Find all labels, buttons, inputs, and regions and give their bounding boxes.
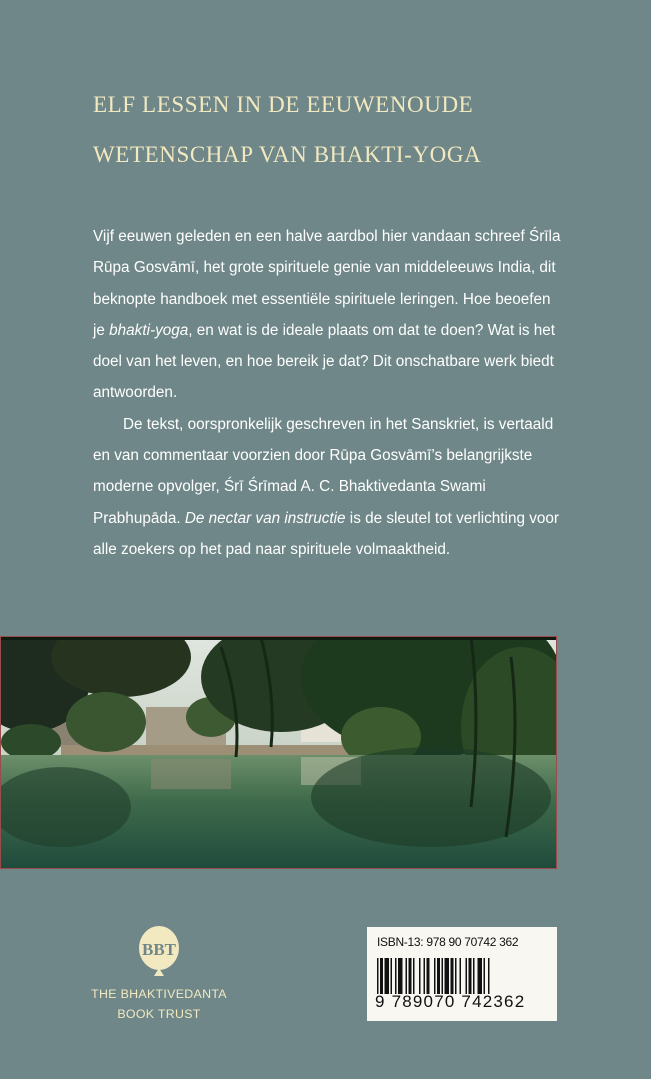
svg-text:BBT: BBT: [141, 940, 177, 959]
title-line-2: WETENSCHAP VAN BHAKTI-YOGA: [93, 142, 482, 167]
isbn-label: ISBN-13: 978 90 70742 362: [377, 935, 519, 949]
publisher-logo: [86, 924, 232, 1024]
barcode-bars: [377, 958, 549, 994]
barcode: [367, 927, 557, 1021]
publisher-name: [86, 984, 232, 1024]
bbt-monogram-icon: [136, 924, 182, 978]
blurb-paragraph-1: Vijf eeuwen geleden en een halve aardbol hier vandaan schreef Śrīla Rūpa Gosvāmī, het grote spirituele genie van middeleeuws India, dit beknopte handboek met essentiële spirituele leringen. Hoe beoefen je bhakti-yoga, en wat is de ideale plaats om dat te doen? Wat is het doel van het leven, en hoe bereik je dat? Dit onschatbare werk biedt antwoorden.: [93, 228, 561, 402]
publisher-line-2: BOOK TRUST: [117, 1007, 201, 1021]
title-line-1: ELF LESSEN IN DE EEUWENOUDE: [93, 92, 474, 117]
blurb: [93, 221, 563, 565]
lake-photo: [0, 636, 557, 869]
barcode-digits: 9 789070 742362: [375, 992, 526, 1011]
blurb-paragraph-2: De tekst, oorspronkelijk geschreven in het Sanskriet, is vertaald en van commentaar voorzien door Rūpa Gosvāmī’s belangrijkste moderne opvolger, Śrī Śrīmad A. C. Bhaktivedanta Swami Prabhupāda. De nectar van instructie is de sleutel tot verlichting voor alle zoekers op het pad naar spirituele volmaaktheid.: [93, 415, 559, 558]
publisher-line-1: THE BHAKTIVEDANTA: [91, 987, 227, 1001]
